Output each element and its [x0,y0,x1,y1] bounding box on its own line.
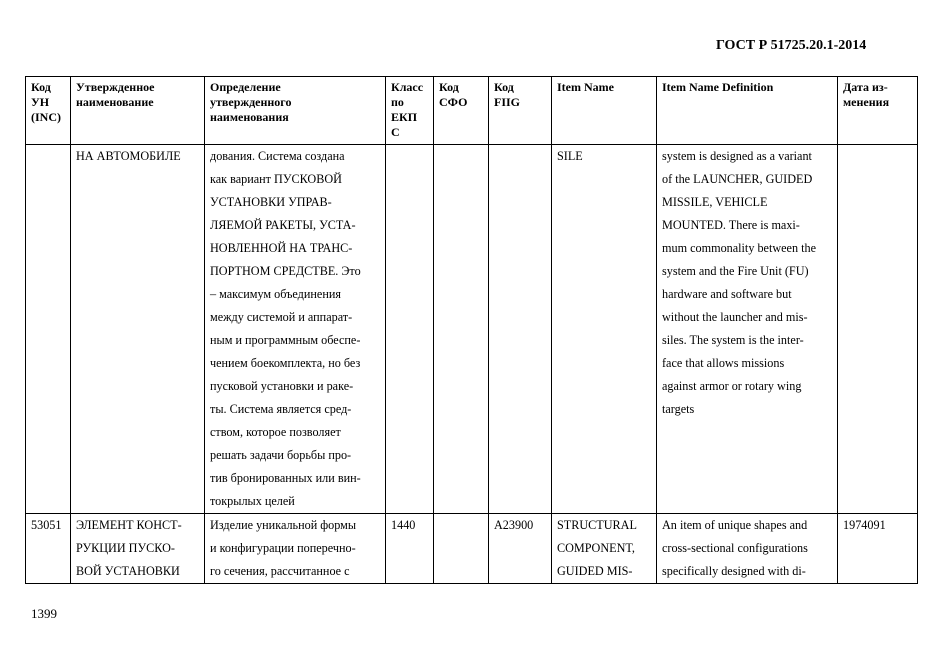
cell-line: GUIDED MIS- [557,564,633,578]
header-line: С [391,125,400,139]
cell-line: SILE [557,149,583,163]
cell-sfo [434,145,489,514]
cell-sfo [434,514,489,584]
cell-line: тив бронированных или вин- [210,471,361,485]
cell-line: cross-sectional configurations [662,541,808,555]
cell-line: mum commonality between the [662,241,816,255]
column-header-name [71,77,205,145]
cell-line: между системой и аппарат- [210,310,353,324]
cell-line: face that allows missions [662,356,785,370]
header-line: Дата из- [843,80,888,94]
cell-line: ЛЯЕМОЙ РАКЕТЫ, УСТА- [210,218,356,232]
column-header-item-def [657,77,838,145]
column-header-item-name [552,77,657,145]
cell-definition [205,514,386,584]
header-line: Класс [391,80,424,94]
cell-line: COMPONENT, [557,541,635,555]
cell-line: Изделие уникальной формы [210,518,357,532]
cell-name [71,145,205,514]
cell-line: НОВЛЕННОЙ НА ТРАНС- [210,241,353,255]
header-line: наименование [76,95,154,109]
header-line: менения [843,95,890,109]
header-line: Код [439,80,459,94]
cell-item-name [552,145,657,514]
cell-inc [26,145,71,514]
cell-line: specifically designed with di- [662,564,806,578]
cell-line: against armor or rotary wing [662,379,802,393]
header-line: Код [31,80,51,94]
header-line: Утвержденное [76,80,155,94]
cell-line: пусковой установки и раке- [210,379,354,393]
cell-line: токрылых целей [210,494,295,508]
header-line: Определение [210,80,281,94]
header-line: Код [494,80,514,94]
cell-line: чением боекомплекта, но без [210,356,361,370]
column-header-definition [205,77,386,145]
cell-class: 1440 [386,514,434,584]
header-line: ЕКП [391,110,418,124]
cell-line: ным и программным обеспе- [210,333,361,347]
cell-line: hardware and software but [662,287,792,301]
column-header-date [838,77,918,145]
cell-line: как вариант ПУСКОВОЙ [210,172,342,186]
document-code: ГОСТ Р 51725.20.1-2014 [716,38,867,53]
column-header-inc [26,77,71,145]
cell-line: НА АВТОМОБИЛЕ [76,149,181,163]
cell-line: STRUCTURAL [557,518,637,532]
column-header-class [386,77,434,145]
cell-line: и конфигурации поперечно- [210,541,356,555]
cell-line: ЭЛЕМЕНТ КОНСТ- [76,518,182,532]
header-line: по [391,95,404,109]
column-header-fiig [489,77,552,145]
cell-line: system is designed as a variant [662,149,812,163]
cell-item-name [552,514,657,584]
cell-line: without the launcher and mis- [662,310,808,324]
cell-line: An item of unique shapes and [662,518,808,532]
header-line: (INC) [31,110,61,124]
cell-inc: 53051 [26,514,71,584]
header-line: УН [31,95,50,109]
header-line: Item Name [557,80,614,94]
cell-line: ты. Система является сред- [210,402,352,416]
cell-item-def [657,514,838,584]
cell-line: го сечения, рассчитанное с [210,564,350,578]
cell-date: 1974091 [838,514,918,584]
cell-date [838,145,918,514]
header-line: Item Name Definition [662,80,774,94]
cell-line: ВОЙ УСТАНОВКИ [76,564,180,578]
cell-name [71,514,205,584]
cell-line: дования. Система создана [210,149,345,163]
column-header-sfo [434,77,489,145]
cell-item-def [657,145,838,514]
cell-line: of the LAUNCHER, GUIDED [662,172,813,186]
cell-line: system and the Fire Unit (FU) [662,264,809,278]
cell-fiig: A23900 [489,514,552,584]
header-line: СФО [439,95,468,109]
cell-fiig [489,145,552,514]
cell-line: – максимум объединения [210,287,341,301]
cell-line: решать задачи борьбы про- [210,448,352,462]
cell-line: siles. The system is the inter- [662,333,804,347]
data-table [25,76,918,584]
page-number: 1399 [31,606,57,621]
cell-class [386,145,434,514]
table-row [26,514,918,584]
cell-line: targets [662,402,695,416]
cell-definition [205,145,386,514]
cell-line: РУКЦИИ ПУСКО- [76,541,175,555]
cell-line: MISSILE, VEHICLE [662,195,768,209]
cell-line: MOUNTED. There is maxi- [662,218,800,232]
table-header-row [26,77,918,145]
table-row [26,145,918,514]
cell-line: ством, которое позволяет [210,425,341,439]
header-line: FIIG [494,95,521,109]
header-line: наименования [210,110,289,124]
cell-line: УСТАНОВКИ УПРАВ- [210,195,332,209]
header-line: утвержденного [210,95,292,109]
cell-line: ПОРТНОМ СРЕДСТВЕ. Это [210,264,361,278]
